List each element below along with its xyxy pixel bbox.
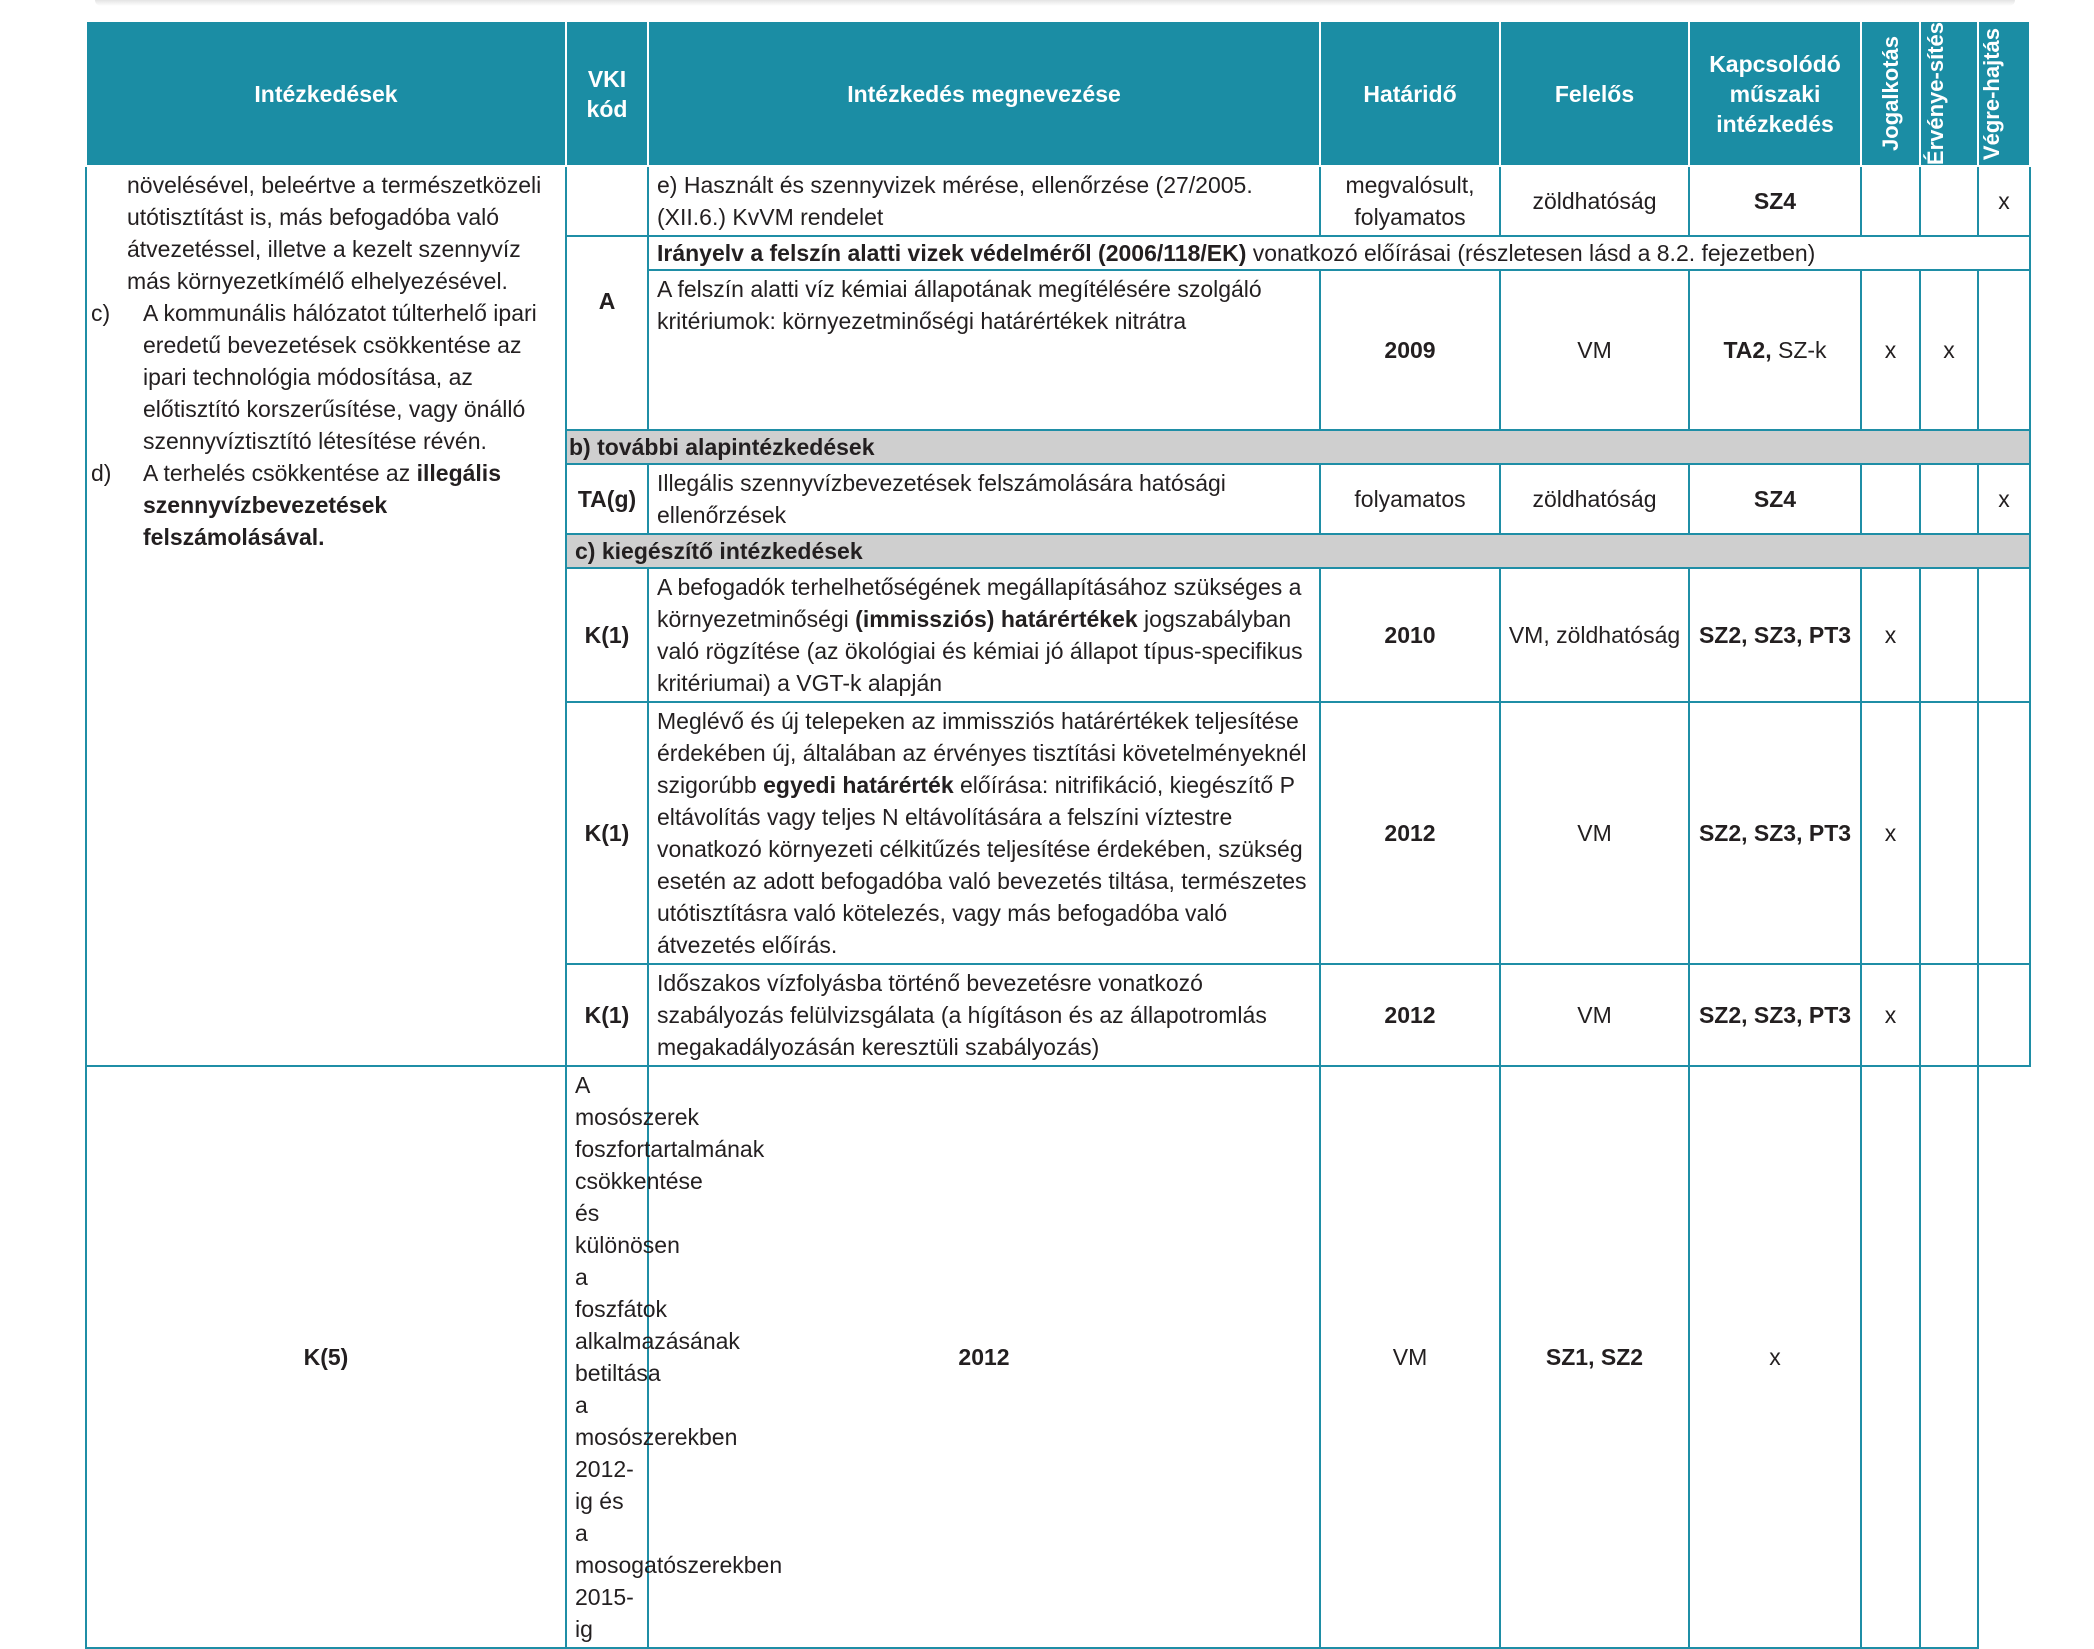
directive-heading	[648, 236, 2030, 270]
measure-name: A befogadók terhelhetőségének megállapításához szükséges a környezetminőségi (immissziós) határértékek jogszabályban való rögzítése (az ökológiai és kémiai jó állapot típus-specifikus kritériumai) a VGT-k alapján	[648, 568, 1320, 702]
header-implementation: Végre-hajtás	[1978, 21, 2030, 166]
section-heading-b: b) további alapintézkedések	[566, 430, 2030, 464]
responsible: VM	[1320, 1066, 1500, 1648]
deadline: megvalósult, folyamatos	[1320, 166, 1500, 236]
header-vki-code: VKI kód	[566, 21, 648, 166]
item-d-bold-text: illegális szennyvízbevezetések felszámolásával.	[143, 460, 501, 551]
implementation-mark	[1978, 568, 2030, 702]
responsible: VM, zöldhatóság	[1500, 568, 1689, 702]
header-measures: Intézkedések	[86, 21, 566, 166]
vki-code: K(1)	[566, 568, 648, 702]
header-legislation: Jogalkotás	[1861, 21, 1920, 166]
legislation-mark	[1861, 166, 1920, 236]
page-top-shadow	[95, 0, 2015, 6]
measures-intro-text: növelésével, beleértve a természetközeli utótisztítást is, más befogadóba való átvezetéssel, illetve a kezelt szennyvíz más környezetkímélő elhelyezésével.	[127, 172, 542, 295]
vki-code: K(5)	[86, 1066, 566, 1648]
deadline: 2012	[648, 1066, 1320, 1648]
enforcement-mark	[1861, 1066, 1920, 1648]
responsible: zöldhatóság	[1500, 166, 1689, 236]
header-technical-measure: Kapcsolódó műszaki intézkedés	[1689, 21, 1861, 166]
vki-code: A	[566, 236, 648, 430]
header-row	[86, 21, 2030, 166]
technical-measure: SZ1, SZ2	[1500, 1066, 1689, 1648]
measure-name: Illegális szennyvízbevezetések felszámolására hatósági ellenőrzések	[648, 464, 1320, 534]
item-d-text: A terhelés csökkentése az	[143, 460, 417, 487]
legislation-mark	[1861, 464, 1920, 534]
legislation-mark: x	[1861, 702, 1920, 964]
technical-measure: SZ2, SZ3, PT3	[1689, 568, 1861, 702]
deadline: 2010	[1320, 568, 1500, 702]
measures-table	[85, 20, 2031, 1649]
deadline: folyamatos	[1320, 464, 1500, 534]
responsible: VM	[1500, 964, 1689, 1066]
section-heading-c: c) kiegészítő intézkedések	[566, 534, 2030, 568]
vki-code: K(1)	[566, 702, 648, 964]
table-row	[86, 166, 2030, 236]
technical-measure: SZ4	[1689, 464, 1861, 534]
technical-measure: SZ2, SZ3, PT3	[1689, 702, 1861, 964]
measures-description-cell	[86, 166, 566, 1066]
vki-code: TA(g)	[566, 464, 648, 534]
measure-name: e) Használt és szennyvizek mérése, ellenőrzése (27/2005. (XII.6.) KvVM rendelet	[648, 166, 1320, 236]
measure-name: A felszín alatti víz kémiai állapotának megítélésére szolgáló kritériumok: környezetminőségi határértékek nitrátra	[648, 270, 1320, 430]
measure-item-c	[91, 297, 555, 457]
responsible: VM	[1500, 270, 1689, 430]
legislation-mark: x	[1861, 270, 1920, 430]
item-c-marker: c)	[91, 300, 111, 327]
implementation-mark: x	[1978, 166, 2030, 236]
technical-measure: SZ2, SZ3, PT3	[1689, 964, 1861, 1066]
responsible: VM	[1500, 702, 1689, 964]
implementation-mark	[1920, 1066, 1978, 1648]
legislation-mark: x	[1689, 1066, 1861, 1648]
implementation-mark: x	[1978, 464, 2030, 534]
deadline: 2012	[1320, 964, 1500, 1066]
legislation-mark: x	[1861, 964, 1920, 1066]
deadline: 2009	[1320, 270, 1500, 430]
implementation-mark	[1978, 270, 2030, 430]
vki-code: K(1)	[566, 964, 648, 1066]
measure-item-d	[91, 457, 555, 553]
header-deadline: Határidő	[1320, 21, 1500, 166]
enforcement-mark	[1920, 166, 1978, 236]
item-c-text: A kommunális hálózatot túlterhelő ipari eredetű bevezetések csökkentése az ipari technológia módosítása, az előtisztító korszerűsítése, vagy önálló szennyvíztisztító létesítése révén.	[143, 300, 537, 455]
technical-measure: TA2, SZ-k	[1689, 270, 1861, 430]
header-enforcement: Érvénye-sítés	[1920, 21, 1978, 166]
directive-note: vonatkozó előírásai (részletesen lásd a 8.2. fejezetben)	[1246, 240, 1816, 267]
vki-code	[566, 166, 648, 236]
table-row	[86, 1066, 2030, 1648]
measure-name: Meglévő és új telepeken az immissziós határértékek teljesítése érdekében új, általában az érvényes tisztítási követelményeknél szigorúbb egyedi határérték előírása: nitrifikáció, kiegészítő P eltávolítás vagy teljes N eltávolítására a felszíni víztestre vonatkozó környezeti célkitűzés teljesítése érdekében, szükség esetén az adott befogadóba való bevezetés tiltása, természetes utótisztításra való kötelezés, vagy más befogadóba való átvezetés előírás.	[648, 702, 1320, 964]
enforcement-mark	[1920, 464, 1978, 534]
enforcement-mark: x	[1920, 270, 1978, 430]
enforcement-mark	[1920, 702, 1978, 964]
measure-name: A mosószerek foszfortartalmának csökkentése és különösen a foszfátok alkalmazásának betiltása a mosószerekben 2012-ig és a mosogatószerekben 2015-ig	[566, 1066, 648, 1648]
header-measure-name: Intézkedés megnevezése	[648, 21, 1320, 166]
technical-measure: SZ4	[1689, 166, 1861, 236]
legislation-mark: x	[1861, 568, 1920, 702]
enforcement-mark	[1920, 568, 1978, 702]
responsible: zöldhatóság	[1500, 464, 1689, 534]
measure-name: Időszakos vízfolyásba történő bevezetésre vonatkozó szabályozás felülvizsgálata (a hígításon és az állapotromlás megakadályozásán keresztüli szabályozás)	[648, 964, 1320, 1066]
implementation-mark	[1978, 702, 2030, 964]
deadline: 2012	[1320, 702, 1500, 964]
header-responsible: Felelős	[1500, 21, 1689, 166]
implementation-mark	[1978, 964, 2030, 1066]
item-d-marker: d)	[91, 460, 112, 487]
enforcement-mark	[1920, 964, 1978, 1066]
directive-title: Irányelv a felszín alatti vizek védelméről (2006/118/EK)	[657, 240, 1247, 267]
